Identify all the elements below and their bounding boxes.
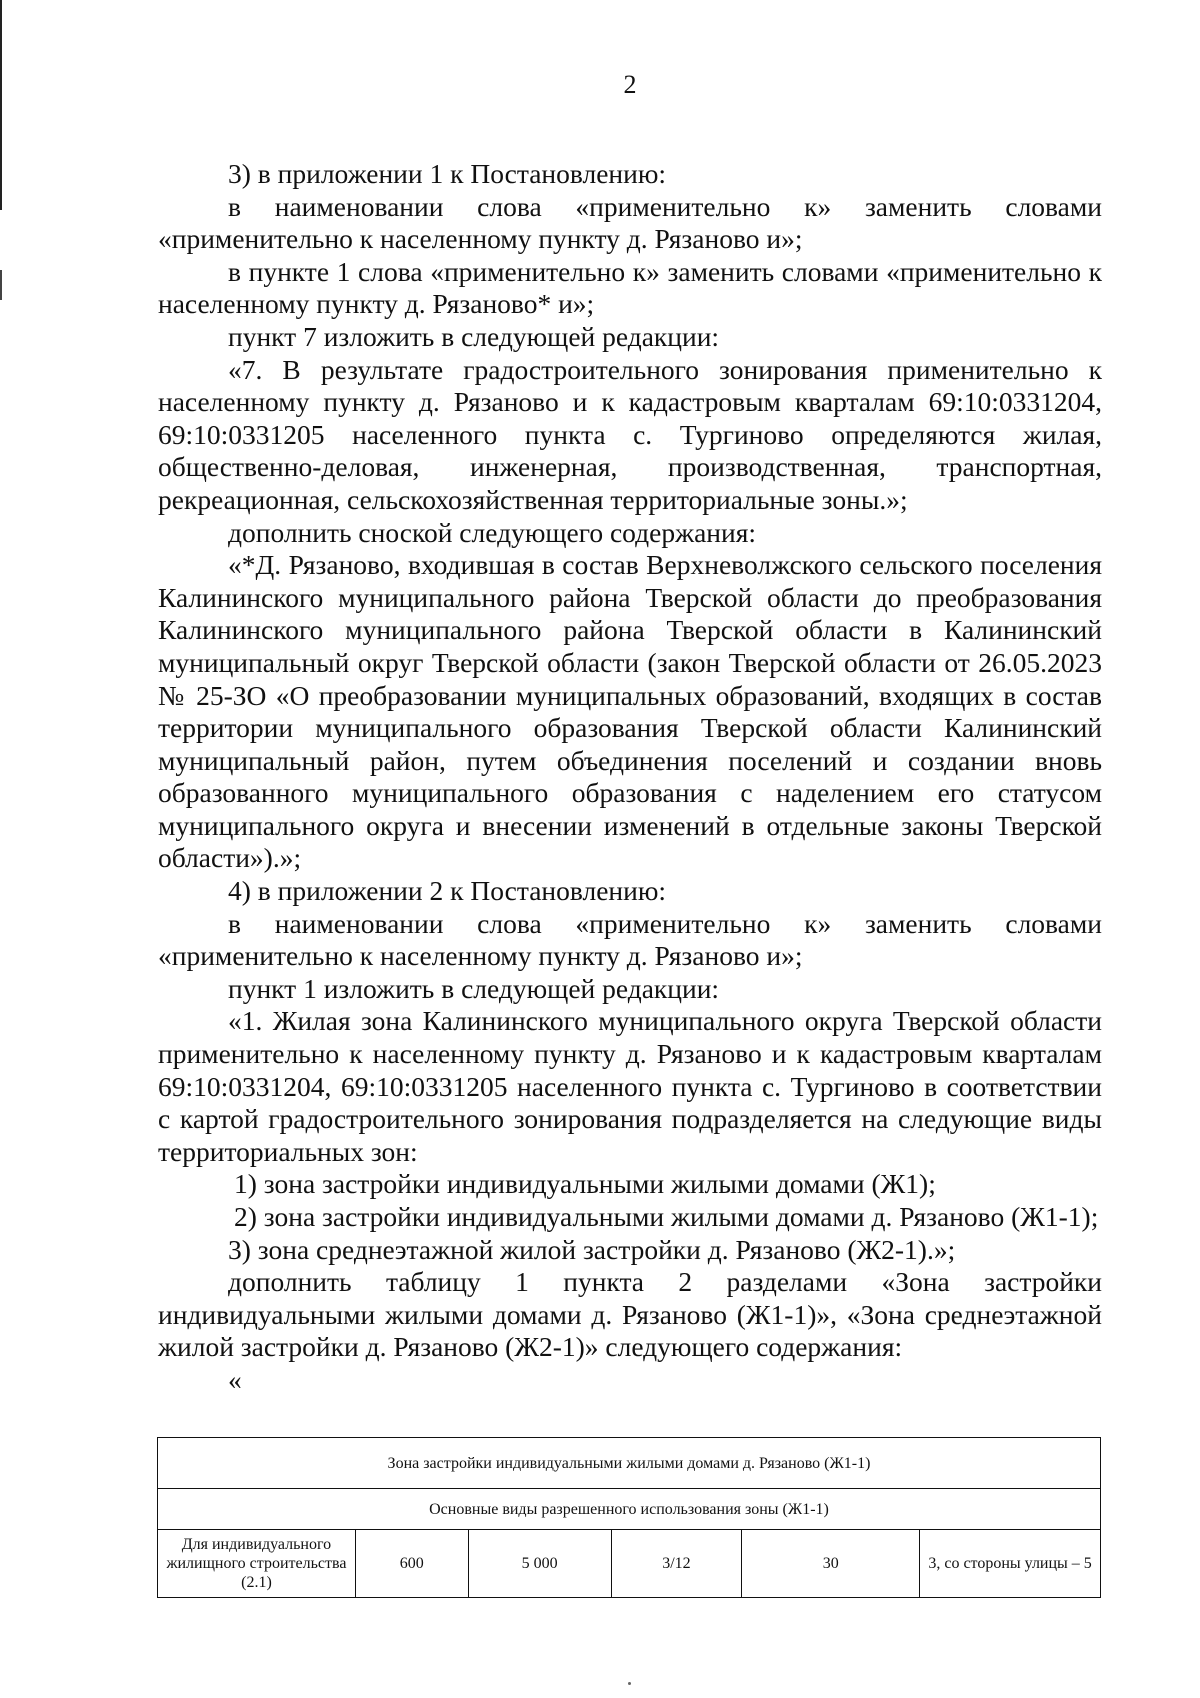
zone-table [157, 1437, 1101, 1598]
list-item-zone-zh1: 1) зона застройки индивидуальными жилыми домами (Ж1); [234, 1168, 936, 1200]
table-cell: 3, со стороны улицы – 5 [920, 1530, 1101, 1598]
paragraph-footnote-text: «*Д. Рязаново, входившая в состав Верхневолжского сельского поселения Калининского муниципального района Тверской области до преобразования Калининского муниципального района Тверской области в Калининский муниципальный округ Тверской области (закон Тверской области от 26.05.2023 № 25-ЗО «О преобразовании муниципальных образований, входящих в состав территории муниципального образования Тверской области Калининский муниципальный район, путем объединения поселений и создании вновь образованного муниципального образования с наделением его статусом муниципального округа и внесении изменений в отдельные законы Тверской области»).»; [158, 549, 1102, 874]
paragraph-item-4: 4) в приложении 2 к Постановлению: [228, 875, 667, 907]
table-zone-title: Зона застройки индивидуальными жилыми домами д. Рязаново (Ж1-1) [158, 1438, 1101, 1489]
paragraph-item-3: 3) в приложении 1 к Постановлению: [228, 158, 667, 189]
paragraph-table-addition: дополнить таблицу 1 пункта 2 разделами «Зона застройки индивидуальными жилыми домами д. Рязаново (Ж1-1)», «Зона среднеэтажной жилой застройки д. Рязаново (Ж2-1)» следующего содержания: [158, 1266, 1102, 1363]
paragraph-point-7-text: «7. В результате градостроительного зонирования применительно к населенному пункту д. Рязаново и к кадастровым кварталам 69:10:0331204, 69:10:0331205 населенного пункта с. Тургиново определяются жилая, общественно-деловая, инженерная, производственная, транспортная, рекреационная, сельскохозяйственная территориальные зоны.»; [158, 353, 1102, 515]
scan-speck [628, 1682, 631, 1685]
paragraph-rename-title-1: в наименовании слова «применительно к» заменить словами «применительно к населенному пункту д. Рязаново и»; [158, 190, 1102, 255]
document-body [158, 158, 1102, 1397]
list-item-zone-zh2-1: 3) зона среднеэтажной жилой застройки д. Рязаново (Ж2-1).»; [228, 1233, 956, 1265]
scan-edge [0, 270, 2, 300]
page-number: 2 [623, 70, 637, 99]
scan-edge [0, 0, 2, 210]
paragraph-point-1: в пункте 1 слова «применительно к» заменить словами «применительно к населенному пункту д. Рязаново* и»; [158, 255, 1102, 320]
opening-quote: « [228, 1363, 242, 1395]
table-cell-use-type: Для индивидуального жилищного строительства (2.1) [158, 1530, 356, 1598]
table-cell: 3/12 [611, 1530, 742, 1598]
paragraph-point-1-text: «1. Жилая зона Калининского муниципального округа Тверской области применительно к населенному пункту д. Рязаново и к кадастровым кварталам 69:10:0331204, 69:10:0331205 населенного пункта с. Тургиново в соответствии с картой градостроительного зонирования подразделяется на следующие виды территориальных зон: [158, 1005, 1102, 1167]
paragraph-rename-title-2: в наименовании слова «применительно к» заменить словами «применительно к населенному пункту д. Рязаново и»; [158, 907, 1102, 972]
table-row [158, 1530, 1101, 1598]
paragraph-point-7-intro: пункт 7 изложить в следующей редакции: [228, 320, 720, 352]
table-section-title: Основные виды разрешенного использования зоны (Ж1-1) [158, 1489, 1101, 1530]
paragraph-point-1-intro: пункт 1 изложить в следующей редакции: [228, 972, 720, 1004]
paragraph-footnote-intro: дополнить сноской следующего содержания: [228, 516, 757, 548]
table-cell: 30 [742, 1530, 920, 1598]
table-cell: 600 [355, 1530, 468, 1598]
table-cell: 5 000 [468, 1530, 611, 1598]
list-item-zone-zh1-1: 2) зона застройки индивидуальными жилыми домами д. Рязаново (Ж1-1); [234, 1201, 1099, 1232]
